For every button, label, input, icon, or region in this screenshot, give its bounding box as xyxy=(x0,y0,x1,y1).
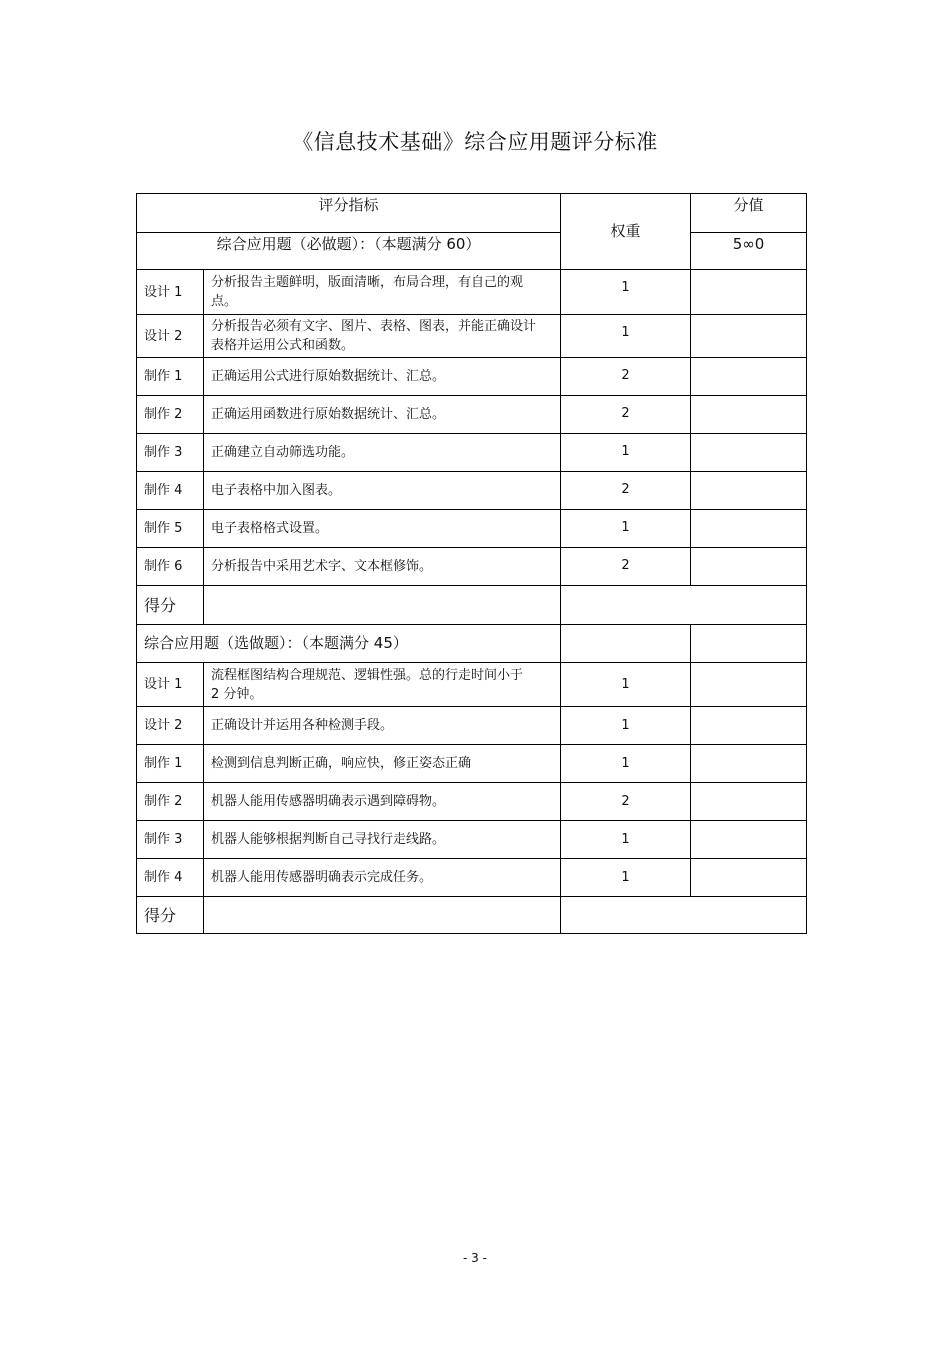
item-code: 制作 6 xyxy=(137,548,204,586)
item-code: 设计 1 xyxy=(137,663,204,707)
table-row xyxy=(137,510,807,548)
item-score-cell xyxy=(691,548,807,586)
item-code: 设计 1 xyxy=(137,270,204,315)
section1-value: 5∞0 xyxy=(691,233,807,270)
section1-label: 综合应用题（必做题）：（本题满分 60） xyxy=(137,233,561,270)
item-score-cell xyxy=(691,663,807,707)
item-description: 分析报告必须有文字、图片、表格、图表，并能正确设计表格并运用公式和函数。 xyxy=(204,315,561,358)
section2-score-cell xyxy=(561,897,807,934)
item-score-cell xyxy=(691,859,807,897)
table-row xyxy=(137,396,807,434)
item-score-cell xyxy=(691,707,807,745)
item-weight: 1 xyxy=(561,745,691,783)
item-weight: 1 xyxy=(561,663,691,707)
item-description: 机器人能用传感器明确表示遇到障碍物。 xyxy=(204,783,561,821)
header-indicator: 评分指标 xyxy=(137,194,561,233)
header-row xyxy=(137,194,807,233)
item-weight: 2 xyxy=(561,358,691,396)
item-weight: 2 xyxy=(561,396,691,434)
scoring-table xyxy=(136,193,807,934)
section2-weight-blank xyxy=(561,625,691,663)
section1-header-row xyxy=(137,233,807,270)
item-code: 制作 1 xyxy=(137,358,204,396)
table-row xyxy=(137,434,807,472)
item-weight: 1 xyxy=(561,315,691,358)
section1-score-row xyxy=(137,586,807,625)
item-code: 制作 4 xyxy=(137,472,204,510)
section2-score-row xyxy=(137,897,807,934)
table-row xyxy=(137,783,807,821)
item-code: 制作 5 xyxy=(137,510,204,548)
item-score-cell xyxy=(691,472,807,510)
item-weight: 2 xyxy=(561,472,691,510)
item-score-cell xyxy=(691,270,807,315)
item-description: 分析报告中采用艺术字、文本框修饰。 xyxy=(204,548,561,586)
item-score-cell xyxy=(691,315,807,358)
table-row xyxy=(137,358,807,396)
item-description: 机器人能够根据判断自己寻找行走线路。 xyxy=(204,821,561,859)
item-weight: 1 xyxy=(561,707,691,745)
item-description: 电子表格格式设置。 xyxy=(204,510,561,548)
item-weight: 1 xyxy=(561,434,691,472)
item-code: 制作 1 xyxy=(137,745,204,783)
item-weight: 1 xyxy=(561,270,691,315)
section2-label: 综合应用题（选做题）：（本题满分 45） xyxy=(137,625,561,663)
item-code: 制作 2 xyxy=(137,783,204,821)
item-score-cell xyxy=(691,783,807,821)
table-row xyxy=(137,707,807,745)
item-description: 机器人能用传感器明确表示完成任务。 xyxy=(204,859,561,897)
table-row xyxy=(137,315,807,358)
item-code: 制作 3 xyxy=(137,434,204,472)
item-weight: 1 xyxy=(561,510,691,548)
item-description: 正确运用公式进行原始数据统计、汇总。 xyxy=(204,358,561,396)
item-description: 流程框图结构合理规范、逻辑性强。总的行走时间小于 2 分钟。 xyxy=(204,663,561,707)
document-title: 《信息技术基础》综合应用题评分标准 xyxy=(292,130,658,154)
item-score-cell xyxy=(691,396,807,434)
item-description: 检测到信息判断正确，响应快，修正姿态正确 xyxy=(204,745,561,783)
item-description: 分析报告主题鲜明，版面清晰，布局合理，有自己的观点。 xyxy=(204,270,561,315)
section1-score-label: 得分 xyxy=(137,586,204,625)
page-number: - 3 - xyxy=(463,1251,487,1265)
item-score-cell xyxy=(691,510,807,548)
header-score-value: 分值 xyxy=(691,194,807,233)
item-score-cell xyxy=(691,821,807,859)
table-row xyxy=(137,548,807,586)
item-score-cell xyxy=(691,358,807,396)
item-description: 正确运用函数进行原始数据统计、汇总。 xyxy=(204,396,561,434)
item-code: 制作 2 xyxy=(137,396,204,434)
item-score-cell xyxy=(691,745,807,783)
table-row xyxy=(137,472,807,510)
header-weight: 权重 xyxy=(561,194,691,270)
section2-score-label: 得分 xyxy=(137,897,204,934)
table-row xyxy=(137,270,807,315)
table-row xyxy=(137,663,807,707)
section1-score-blank xyxy=(204,586,561,625)
item-weight: 2 xyxy=(561,783,691,821)
table-row xyxy=(137,859,807,897)
table-row xyxy=(137,821,807,859)
item-description: 电子表格中加入图表。 xyxy=(204,472,561,510)
item-weight: 1 xyxy=(561,859,691,897)
item-score-cell xyxy=(691,434,807,472)
table-row xyxy=(137,745,807,783)
section2-header-row xyxy=(137,625,807,663)
item-code: 制作 4 xyxy=(137,859,204,897)
section2-value-blank xyxy=(691,625,807,663)
item-code: 制作 3 xyxy=(137,821,204,859)
item-weight: 2 xyxy=(561,548,691,586)
item-weight: 1 xyxy=(561,821,691,859)
item-description: 正确建立自动筛选功能。 xyxy=(204,434,561,472)
item-code: 设计 2 xyxy=(137,707,204,745)
section2-score-blank xyxy=(204,897,561,934)
section1-score-cell xyxy=(561,586,807,625)
item-code: 设计 2 xyxy=(137,315,204,358)
item-description: 正确设计并运用各种检测手段。 xyxy=(204,707,561,745)
